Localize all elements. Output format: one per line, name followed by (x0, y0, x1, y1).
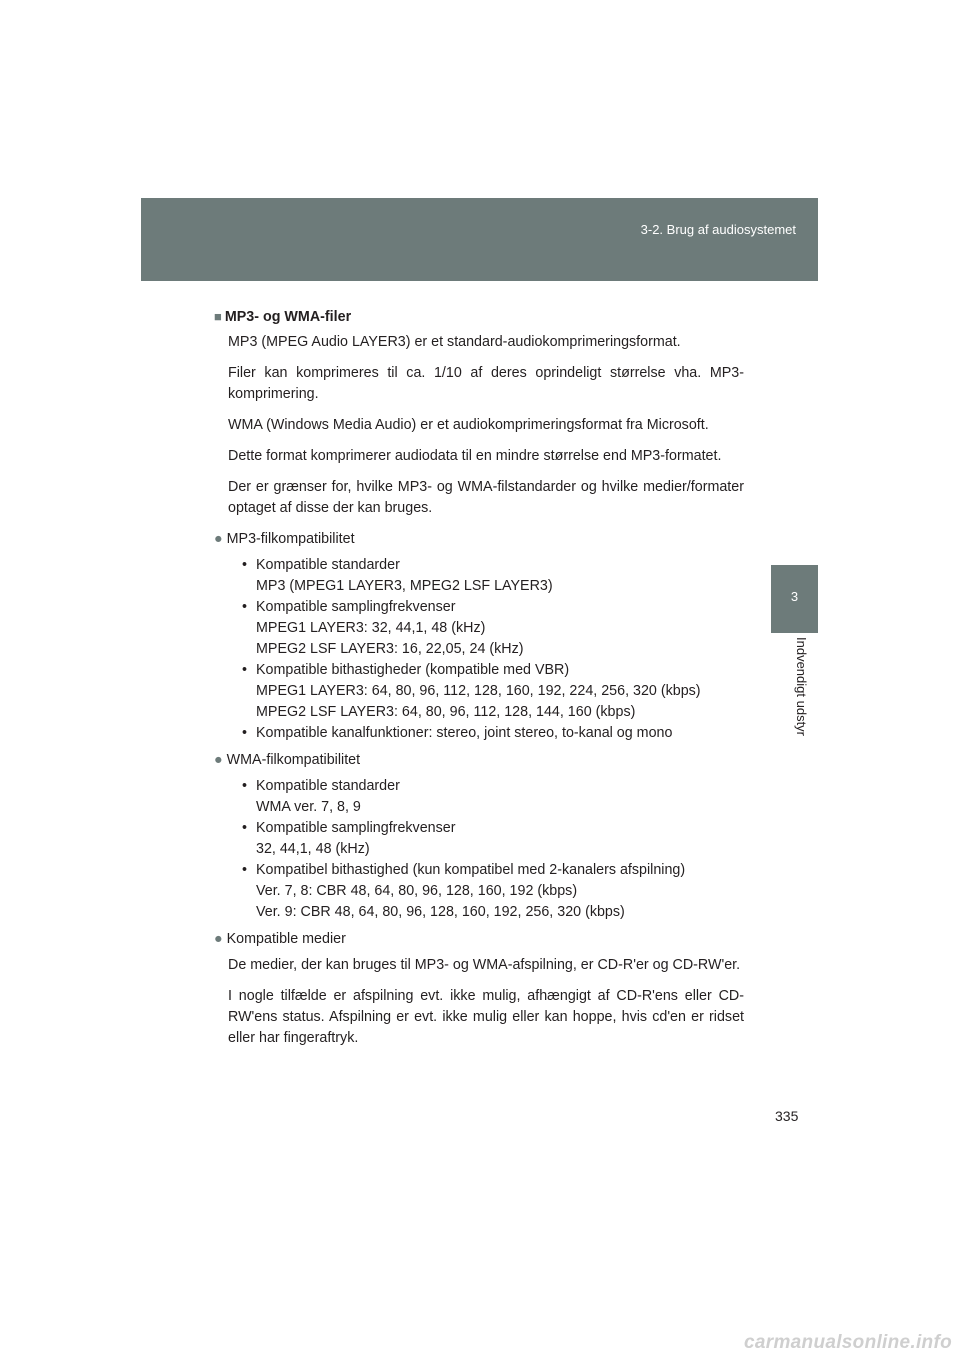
spec-detail: MPEG1 LAYER3: 32, 44,1, 48 (kHz) (256, 620, 486, 636)
spec-detail: Ver. 7, 8: CBR 48, 64, 80, 96, 128, 160, 192 (kbps) (256, 883, 578, 899)
page-content (214, 306, 744, 1059)
header-band (141, 198, 818, 281)
list-item (242, 723, 744, 744)
list-item (242, 860, 744, 923)
spec-detail: MPEG2 LSF LAYER3: 64, 80, 96, 112, 128, 144, 160 (kbps) (256, 704, 636, 720)
spec-label: Kompatible standarder (256, 557, 400, 573)
spec-label: Kompatible samplingfrekvenser (256, 599, 456, 615)
mp3-spec-list (242, 555, 744, 744)
chapter-label: Indvendigt udstyr (794, 637, 809, 737)
paragraph: MP3 (MPEG Audio LAYER3) er et standard-audiokomprimeringsformat. (228, 334, 681, 350)
wma-subheading-text: WMA-filkompatibilitet (226, 752, 361, 768)
list-item (242, 660, 744, 723)
paragraph: I nogle tilfælde er afspilning evt. ikke mulig, afhængigt af CD-R'ens eller CD-RW'ens status. Afspilning er evt. ikke mulig eller kan hoppe, hvis cd'en er ridset eller har fingeraftryk. (228, 988, 744, 1046)
page-number: 335 (775, 1108, 799, 1124)
media-subheading (214, 929, 744, 950)
section-heading (214, 306, 744, 328)
chapter-tab (771, 565, 818, 633)
media-subheading-text: Kompatible medier (226, 931, 346, 947)
section-heading-text: MP3- og WMA-filer (224, 309, 352, 325)
spec-label: Kompatible samplingfrekvenser (256, 820, 456, 836)
spec-label: Kompatible kanalfunktioner: stereo, joint stereo, to-kanal og mono (256, 725, 673, 741)
paragraph: Filer kan komprimeres til ca. 1/10 af deres oprindeligt størrelse vha. MP3-komprimering. (228, 365, 744, 402)
square-bullet-icon: ■ (214, 309, 222, 324)
wma-subheading (214, 750, 744, 771)
list-item (242, 818, 744, 860)
wma-spec-list (242, 776, 744, 923)
spec-label: Kompatible bithastigheder (kompatible med VBR) (256, 662, 570, 678)
spec-label: Kompatible standarder (256, 778, 400, 794)
spec-detail: 32, 44,1, 48 (kHz) (256, 841, 370, 857)
chapter-number: 3 (790, 589, 799, 604)
list-item (242, 555, 744, 597)
spec-detail: MPEG1 LAYER3: 64, 80, 96, 112, 128, 160, 192, 224, 256, 320 (kbps) (256, 683, 701, 699)
spec-detail: Ver. 9: CBR 48, 64, 80, 96, 128, 160, 192, 256, 320 (kbps) (256, 904, 625, 920)
spec-label: Kompatibel bithastighed (kun kompatibel med 2-kanalers afspilning) (256, 862, 686, 878)
mp3-subheading (214, 529, 744, 550)
list-item (242, 776, 744, 818)
watermark: carmanualsonline.info (744, 1332, 952, 1353)
paragraph: Der er grænser for, hvilke MP3- og WMA-filstandarder og hvilke medier/formater optaget af disse der kan bruges. (228, 479, 744, 516)
circle-bullet-icon: ● (214, 531, 223, 547)
paragraph: De medier, der kan bruges til MP3- og WMA-afspilning, er CD-R'er og CD-RW'er. (228, 957, 741, 973)
circle-bullet-icon: ● (214, 931, 223, 947)
spec-detail: MPEG2 LSF LAYER3: 16, 22,05, 24 (kHz) (256, 641, 524, 657)
list-item (242, 597, 744, 660)
paragraph: WMA (Windows Media Audio) er et audiokomprimeringsformat fra Microsoft. (228, 417, 709, 433)
spec-detail: MP3 (MPEG1 LAYER3, MPEG2 LSF LAYER3) (256, 578, 553, 594)
section-breadcrumb: 3-2. Brug af audiosystemet (640, 222, 796, 237)
spec-detail: WMA ver. 7, 8, 9 (256, 799, 361, 815)
mp3-subheading-text: MP3-filkompatibilitet (226, 531, 355, 547)
paragraph: Dette format komprimerer audiodata til en mindre størrelse end MP3-formatet. (228, 448, 722, 464)
circle-bullet-icon: ● (214, 752, 223, 768)
